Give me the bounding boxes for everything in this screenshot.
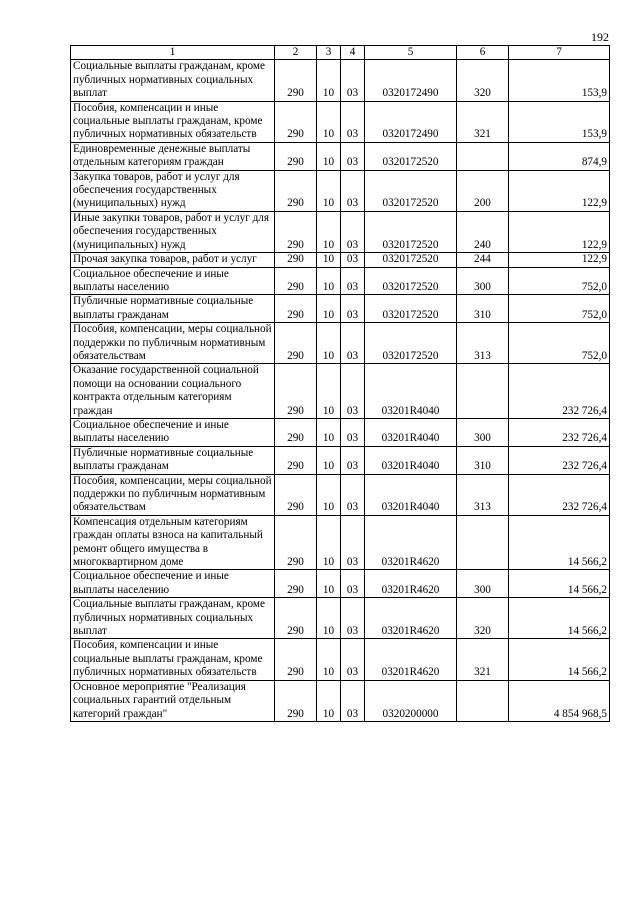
code-cell: 290 bbox=[275, 211, 317, 252]
target-article-cell: 0320172520 bbox=[365, 211, 457, 252]
row-name-cell: Единовременные денежные выплаты отдельным категориям граждан bbox=[71, 142, 275, 170]
expense-type-cell bbox=[457, 142, 509, 170]
amount-cell: 14 566,2 bbox=[509, 570, 610, 598]
code-cell: 290 bbox=[275, 680, 317, 721]
code-cell: 290 bbox=[275, 446, 317, 474]
expense-type-cell bbox=[457, 364, 509, 419]
table-row bbox=[71, 680, 610, 721]
table-row bbox=[71, 639, 610, 680]
row-name-cell: Оказание государственной социальной помощи на основании социального контракта отдельным категориям граждан bbox=[71, 364, 275, 419]
amount-cell: 232 726,4 bbox=[509, 418, 610, 446]
target-article-cell: 03201R4040 bbox=[365, 418, 457, 446]
section-cell: 10 bbox=[317, 364, 341, 419]
subsection-cell: 03 bbox=[341, 253, 365, 267]
subsection-cell: 03 bbox=[341, 323, 365, 364]
section-cell: 10 bbox=[317, 142, 341, 170]
subsection-cell: 03 bbox=[341, 267, 365, 295]
amount-cell: 874,9 bbox=[509, 142, 610, 170]
code-cell: 290 bbox=[275, 60, 317, 101]
target-article-cell: 03201R4620 bbox=[365, 598, 457, 639]
subsection-cell: 03 bbox=[341, 515, 365, 570]
target-article-cell: 0320172520 bbox=[365, 142, 457, 170]
target-article-cell: 0320172520 bbox=[365, 267, 457, 295]
section-cell: 10 bbox=[317, 101, 341, 142]
header-cell: 5 bbox=[365, 46, 457, 60]
table-row bbox=[71, 170, 610, 211]
code-cell: 290 bbox=[275, 101, 317, 142]
row-name-cell: Социальные выплаты гражданам, кроме публичных нормативных социальных выплат bbox=[71, 60, 275, 101]
table-row bbox=[71, 295, 610, 323]
table-row bbox=[71, 364, 610, 419]
header-cell: 4 bbox=[341, 46, 365, 60]
amount-cell: 752,0 bbox=[509, 295, 610, 323]
expense-type-cell: 313 bbox=[457, 474, 509, 515]
target-article-cell: 0320172490 bbox=[365, 101, 457, 142]
target-article-cell: 0320172520 bbox=[365, 253, 457, 267]
code-cell: 290 bbox=[275, 418, 317, 446]
section-cell: 10 bbox=[317, 323, 341, 364]
code-cell: 290 bbox=[275, 598, 317, 639]
target-article-cell: 03201R4040 bbox=[365, 364, 457, 419]
target-article-cell: 03201R4620 bbox=[365, 639, 457, 680]
table-row bbox=[71, 446, 610, 474]
header-cell: 6 bbox=[457, 46, 509, 60]
subsection-cell: 03 bbox=[341, 142, 365, 170]
expense-type-cell: 313 bbox=[457, 323, 509, 364]
amount-cell: 232 726,4 bbox=[509, 364, 610, 419]
section-cell: 10 bbox=[317, 211, 341, 252]
section-cell: 10 bbox=[317, 267, 341, 295]
subsection-cell: 03 bbox=[341, 295, 365, 323]
row-name-cell: Пособия, компенсации, меры социальной поддержки по публичным нормативным обязательствам bbox=[71, 474, 275, 515]
table-row bbox=[71, 253, 610, 267]
row-name-cell: Закупка товаров, работ и услуг для обеспечения государственных (муниципальных) нужд bbox=[71, 170, 275, 211]
row-name-cell: Основное мероприятие "Реализация социальных гарантий отдельным категорий граждан" bbox=[71, 680, 275, 721]
table-row bbox=[71, 101, 610, 142]
table-row bbox=[71, 598, 610, 639]
amount-cell: 153,9 bbox=[509, 60, 610, 101]
section-cell: 10 bbox=[317, 515, 341, 570]
section-cell: 10 bbox=[317, 253, 341, 267]
expense-type-cell: 310 bbox=[457, 446, 509, 474]
table-row bbox=[71, 474, 610, 515]
target-article-cell: 0320172490 bbox=[365, 60, 457, 101]
table-row bbox=[71, 418, 610, 446]
section-cell: 10 bbox=[317, 295, 341, 323]
target-article-cell: 03201R4620 bbox=[365, 515, 457, 570]
row-name-cell: Пособия, компенсации, меры социальной поддержки по публичным нормативным обязательствам bbox=[71, 323, 275, 364]
amount-cell: 122,9 bbox=[509, 170, 610, 211]
row-name-cell: Социальное обеспечение и иные выплаты населению bbox=[71, 418, 275, 446]
section-cell: 10 bbox=[317, 474, 341, 515]
table-row bbox=[71, 570, 610, 598]
target-article-cell: 03201R4620 bbox=[365, 570, 457, 598]
header-cell: 1 bbox=[71, 46, 275, 60]
table-row bbox=[71, 211, 610, 252]
amount-cell: 153,9 bbox=[509, 101, 610, 142]
amount-cell: 14 566,2 bbox=[509, 515, 610, 570]
amount-cell: 232 726,4 bbox=[509, 446, 610, 474]
code-cell: 290 bbox=[275, 142, 317, 170]
row-name-cell: Пособия, компенсации и иные социальные выплаты гражданам, кроме публичных нормативных обязательств bbox=[71, 639, 275, 680]
expense-type-cell: 300 bbox=[457, 267, 509, 295]
row-name-cell: Публичные нормативные социальные выплаты гражданам bbox=[71, 446, 275, 474]
code-cell: 290 bbox=[275, 639, 317, 680]
expense-type-cell: 244 bbox=[457, 253, 509, 267]
budget-table bbox=[70, 45, 610, 722]
section-cell: 10 bbox=[317, 639, 341, 680]
expense-type-cell: 321 bbox=[457, 639, 509, 680]
amount-cell: 232 726,4 bbox=[509, 474, 610, 515]
subsection-cell: 03 bbox=[341, 101, 365, 142]
header-row bbox=[71, 46, 610, 60]
amount-cell: 14 566,2 bbox=[509, 639, 610, 680]
expense-type-cell: 310 bbox=[457, 295, 509, 323]
header-cell: 3 bbox=[317, 46, 341, 60]
subsection-cell: 03 bbox=[341, 446, 365, 474]
subsection-cell: 03 bbox=[341, 474, 365, 515]
row-name-cell: Социальные выплаты гражданам, кроме публичных нормативных социальных выплат bbox=[71, 598, 275, 639]
row-name-cell: Прочая закупка товаров, работ и услуг bbox=[71, 253, 275, 267]
code-cell: 290 bbox=[275, 267, 317, 295]
subsection-cell: 03 bbox=[341, 598, 365, 639]
code-cell: 290 bbox=[275, 295, 317, 323]
subsection-cell: 03 bbox=[341, 211, 365, 252]
expense-type-cell: 321 bbox=[457, 101, 509, 142]
section-cell: 10 bbox=[317, 418, 341, 446]
subsection-cell: 03 bbox=[341, 60, 365, 101]
section-cell: 10 bbox=[317, 170, 341, 211]
amount-cell: 122,9 bbox=[509, 211, 610, 252]
header-cell: 2 bbox=[275, 46, 317, 60]
row-name-cell: Публичные нормативные социальные выплаты гражданам bbox=[71, 295, 275, 323]
row-name-cell: Пособия, компенсации и иные социальные выплаты гражданам, кроме публичных нормативных обязательств bbox=[71, 101, 275, 142]
expense-type-cell: 300 bbox=[457, 418, 509, 446]
amount-cell: 4 854 968,5 bbox=[509, 680, 610, 721]
code-cell: 290 bbox=[275, 170, 317, 211]
table-row bbox=[71, 323, 610, 364]
code-cell: 290 bbox=[275, 570, 317, 598]
row-name-cell: Социальное обеспечение и иные выплаты населению bbox=[71, 267, 275, 295]
expense-type-cell: 320 bbox=[457, 598, 509, 639]
expense-type-cell bbox=[457, 680, 509, 721]
expense-type-cell bbox=[457, 515, 509, 570]
subsection-cell: 03 bbox=[341, 570, 365, 598]
target-article-cell: 03201R4040 bbox=[365, 446, 457, 474]
section-cell: 10 bbox=[317, 680, 341, 721]
target-article-cell: 0320172520 bbox=[365, 295, 457, 323]
amount-cell: 14 566,2 bbox=[509, 598, 610, 639]
header-cell: 7 bbox=[509, 46, 610, 60]
table-row bbox=[71, 267, 610, 295]
code-cell: 290 bbox=[275, 323, 317, 364]
target-article-cell: 03201R4040 bbox=[365, 474, 457, 515]
row-name-cell: Иные закупки товаров, работ и услуг для обеспечения государственных (муниципальных) нужд bbox=[71, 211, 275, 252]
expense-type-cell: 240 bbox=[457, 211, 509, 252]
section-cell: 10 bbox=[317, 60, 341, 101]
code-cell: 290 bbox=[275, 515, 317, 570]
expense-type-cell: 300 bbox=[457, 570, 509, 598]
table-row bbox=[71, 515, 610, 570]
subsection-cell: 03 bbox=[341, 364, 365, 419]
section-cell: 10 bbox=[317, 598, 341, 639]
subsection-cell: 03 bbox=[341, 418, 365, 446]
amount-cell: 752,0 bbox=[509, 267, 610, 295]
section-cell: 10 bbox=[317, 570, 341, 598]
row-name-cell: Социальное обеспечение и иные выплаты населению bbox=[71, 570, 275, 598]
table-row bbox=[71, 60, 610, 101]
amount-cell: 122,9 bbox=[509, 253, 610, 267]
subsection-cell: 03 bbox=[341, 639, 365, 680]
page-number: 192 bbox=[591, 30, 609, 44]
row-name-cell: Компенсация отдельным категориям граждан оплаты взноса на капитальный ремонт общего имущества в многоквартирном доме bbox=[71, 515, 275, 570]
code-cell: 290 bbox=[275, 253, 317, 267]
subsection-cell: 03 bbox=[341, 170, 365, 211]
code-cell: 290 bbox=[275, 364, 317, 419]
expense-type-cell: 200 bbox=[457, 170, 509, 211]
expense-type-cell: 320 bbox=[457, 60, 509, 101]
target-article-cell: 0320172520 bbox=[365, 170, 457, 211]
code-cell: 290 bbox=[275, 474, 317, 515]
table-row bbox=[71, 142, 610, 170]
amount-cell: 752,0 bbox=[509, 323, 610, 364]
section-cell: 10 bbox=[317, 446, 341, 474]
target-article-cell: 0320200000 bbox=[365, 680, 457, 721]
target-article-cell: 0320172520 bbox=[365, 323, 457, 364]
subsection-cell: 03 bbox=[341, 680, 365, 721]
